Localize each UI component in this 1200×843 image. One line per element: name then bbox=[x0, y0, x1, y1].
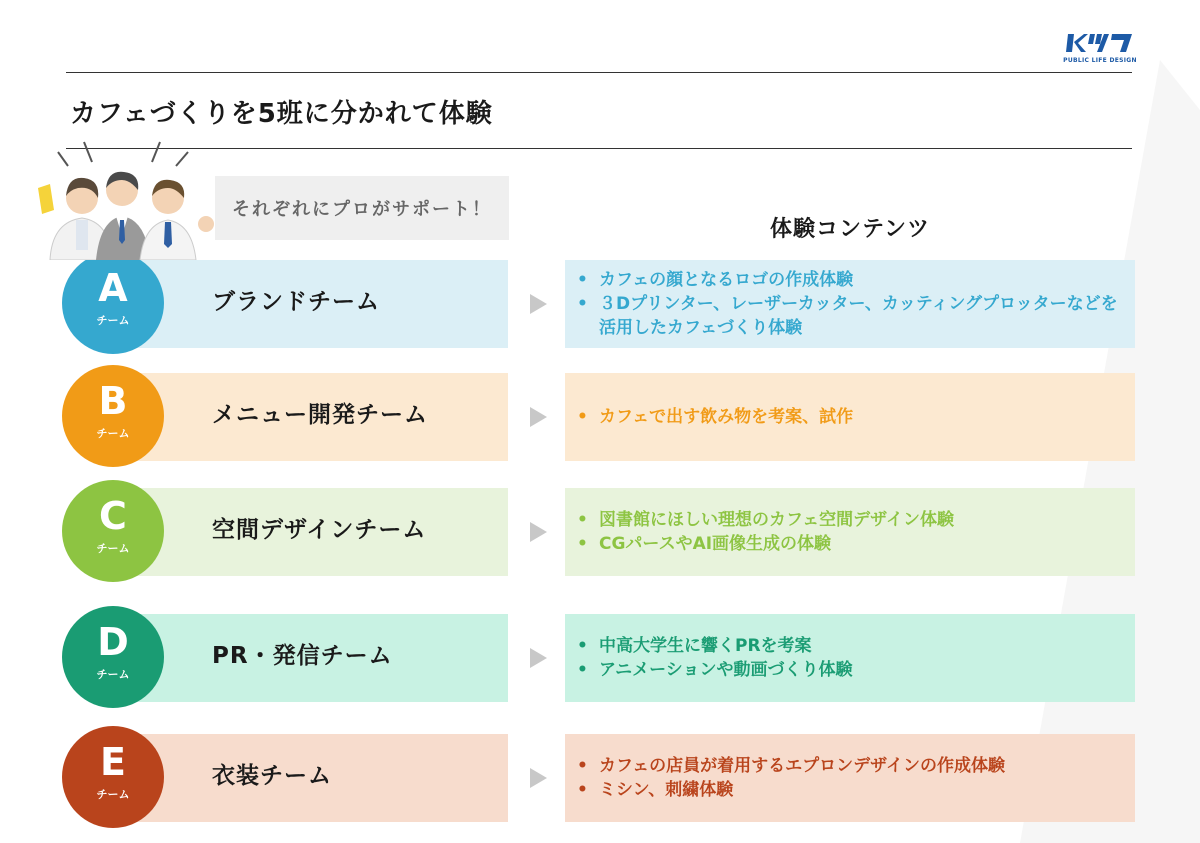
content-bullet bbox=[577, 778, 1121, 802]
content-bullet bbox=[577, 268, 1121, 292]
content-bullet bbox=[577, 532, 1121, 556]
team-row-a bbox=[0, 252, 1200, 356]
team-letter: C bbox=[99, 494, 127, 538]
team-badge bbox=[62, 726, 164, 828]
top-divider bbox=[66, 72, 1132, 73]
content-bullet bbox=[577, 754, 1121, 778]
team-badge-label: チーム bbox=[96, 427, 130, 440]
logo-subtitle: PUBLIC LIFE DESIGN bbox=[1063, 57, 1137, 64]
team-badge-label: チーム bbox=[96, 542, 130, 555]
team-name: メニュー開発チーム bbox=[212, 402, 428, 428]
content-bullet-text: 図書館にほしい理想のカフェ空間デザイン体験 bbox=[599, 510, 954, 530]
content-heading: 体験コンテンツ bbox=[770, 217, 930, 242]
team-badge-label: チーム bbox=[96, 668, 130, 681]
content-bullet bbox=[577, 508, 1121, 532]
content-bullet-text: ３Dプリンター、レーザーカッター、カッティングプロッターなどを活用したカフェづくり体験 bbox=[599, 294, 1118, 338]
team-row-b bbox=[0, 365, 1200, 469]
bullet-dot-icon: • bbox=[577, 294, 588, 314]
content-bullet-text: ミシン、刺繍体験 bbox=[599, 780, 734, 800]
bullet-dot-icon: • bbox=[577, 780, 588, 800]
arrow-right-icon bbox=[530, 768, 547, 788]
content-box bbox=[565, 260, 1135, 348]
team-badge-label: チーム bbox=[96, 788, 130, 801]
content-bullet-text: 中高大学生に響くPRを考案 bbox=[599, 636, 812, 656]
content-bullet bbox=[577, 292, 1121, 340]
bullet-dot-icon: • bbox=[577, 756, 588, 776]
content-bullet bbox=[577, 658, 1121, 682]
arrow-right-icon bbox=[530, 407, 547, 427]
bullet-dot-icon: • bbox=[577, 407, 588, 427]
bullet-dot-icon: • bbox=[577, 534, 588, 554]
content-bullet-text: CGパースやAI画像生成の体験 bbox=[599, 534, 832, 554]
support-callout: それぞれにプロがサポート！ bbox=[215, 176, 509, 240]
content-bullet-text: カフェの店員が着用するエプロンデザインの作成体験 bbox=[599, 756, 1005, 776]
bullet-dot-icon: • bbox=[577, 510, 588, 530]
arrow-right-icon bbox=[530, 648, 547, 668]
content-box bbox=[565, 614, 1135, 702]
team-name: 衣装チーム bbox=[212, 763, 332, 789]
team-name: ブランドチーム bbox=[212, 289, 380, 315]
content-bullet-text: カフェで出す飲み物を考案、試作 bbox=[599, 407, 854, 427]
team-letter: A bbox=[98, 266, 128, 310]
page-title: カフェづくりを5班に分かれて体験 bbox=[70, 99, 493, 129]
team-badge bbox=[62, 365, 164, 467]
team-name: PR・発信チーム bbox=[212, 643, 393, 669]
team-badge bbox=[62, 252, 164, 354]
content-bullet-text: カフェの顔となるロゴの作成体験 bbox=[599, 270, 854, 290]
team-letter: B bbox=[98, 379, 128, 423]
content-box bbox=[565, 488, 1135, 576]
content-bullet bbox=[577, 634, 1121, 658]
brand-logo bbox=[1060, 30, 1140, 68]
bullet-dot-icon: • bbox=[577, 636, 588, 656]
team-badge bbox=[62, 606, 164, 708]
team-letter: E bbox=[100, 740, 126, 784]
logo-mark-icon bbox=[1064, 30, 1134, 56]
team-badge-label: チーム bbox=[96, 314, 130, 327]
content-bullet bbox=[577, 405, 1121, 429]
team-row-d bbox=[0, 606, 1200, 710]
arrow-right-icon bbox=[530, 294, 547, 314]
content-box bbox=[565, 734, 1135, 822]
staff-illustration bbox=[30, 140, 220, 260]
team-badge bbox=[62, 480, 164, 582]
team-name: 空間デザインチーム bbox=[212, 517, 427, 543]
content-box bbox=[565, 373, 1135, 461]
team-row-c bbox=[0, 480, 1200, 584]
arrow-right-icon bbox=[530, 522, 547, 542]
bullet-dot-icon: • bbox=[577, 660, 588, 680]
team-letter: D bbox=[97, 620, 129, 664]
content-bullet-text: アニメーションや動画づくり体験 bbox=[599, 660, 853, 680]
bullet-dot-icon: • bbox=[577, 270, 588, 290]
team-row-e bbox=[0, 726, 1200, 830]
title-divider bbox=[66, 148, 1132, 149]
